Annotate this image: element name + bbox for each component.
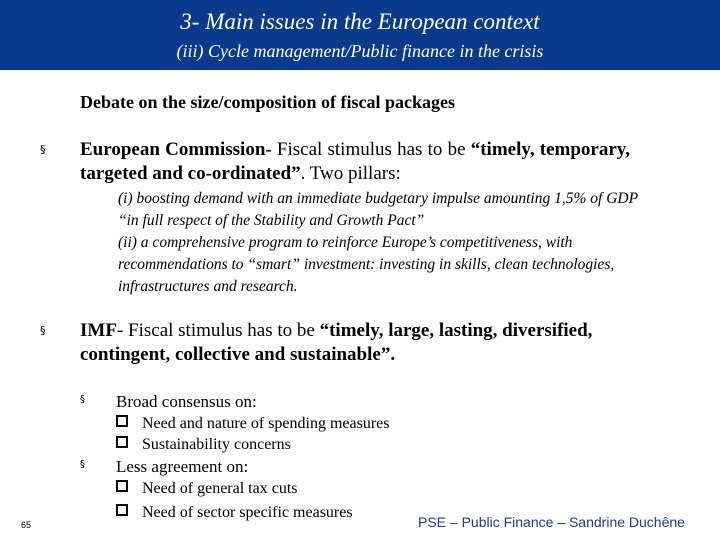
less-agreement-item [116,478,297,499]
pillar-item: (ii) a comprehensive program to reinforce Europe’s competitiveness, with recommendations to “smart” investment: investing in skills, clean technologies, infrastructures and research. [118,234,615,295]
slide-subtitle: (iii) Cycle management/Public finance in the crisis [176,41,544,61]
imf-lead: IMF [80,320,117,341]
less-agreement-label: Less agreement on: [116,457,249,476]
pillar-item: (i) boosting demand with an immediate budgetary impulse amounting 1,5% of GDP “in full respect of the Stability and Growth Pact” [118,190,638,229]
consensus-item-text: Sustainability concerns [142,436,291,453]
section-bullet-icon: § [40,324,46,337]
footer-text: PSE – Public Finance – Sandrine Duchêne [418,514,685,530]
consensus-item-text: Need and nature of spending measures [142,415,390,432]
page-number: 65 [21,520,32,530]
commission-emphasis: “timely, temporary, targeted and co-ordinated” [80,139,631,184]
commission-lead: European Commission- [80,139,272,160]
checkbox-bullet-icon [116,436,128,448]
debate-heading: Debate on the size/composition of fiscal packages [80,92,455,112]
checkbox-bullet-icon [116,480,128,492]
checkbox-bullet-icon [116,415,128,427]
imf-emphasis: “timely, large, lasting, diversified, contingent, collective and sustainable” [80,320,593,365]
less-agreement-item-text: Need of sector specific measures [142,504,353,521]
less-agreement-item-text: Need of general tax cuts [142,480,298,497]
section-bullet-icon: § [40,143,46,156]
commission-text-end: . Two pillars: [300,163,401,184]
commission-text: Fiscal stimulus has to be [271,139,471,160]
imf-bullet [80,319,650,367]
consensus-item [116,413,389,434]
pillars-block [118,188,638,298]
commission-bullet [80,138,630,186]
imf-text-end: . [390,344,396,365]
sub-bullet-icon: § [80,394,85,405]
consensus-label: Broad consensus on: [116,392,257,411]
imf-text: - Fiscal stimulus has to be [116,320,320,341]
less-agreement-item [116,502,353,523]
sub-bullet-icon: § [80,459,85,470]
slide-header [0,0,720,70]
consensus-item [116,434,291,455]
checkbox-bullet-icon [116,504,128,516]
slide-title: 3- Main issues in the European context [180,9,540,34]
